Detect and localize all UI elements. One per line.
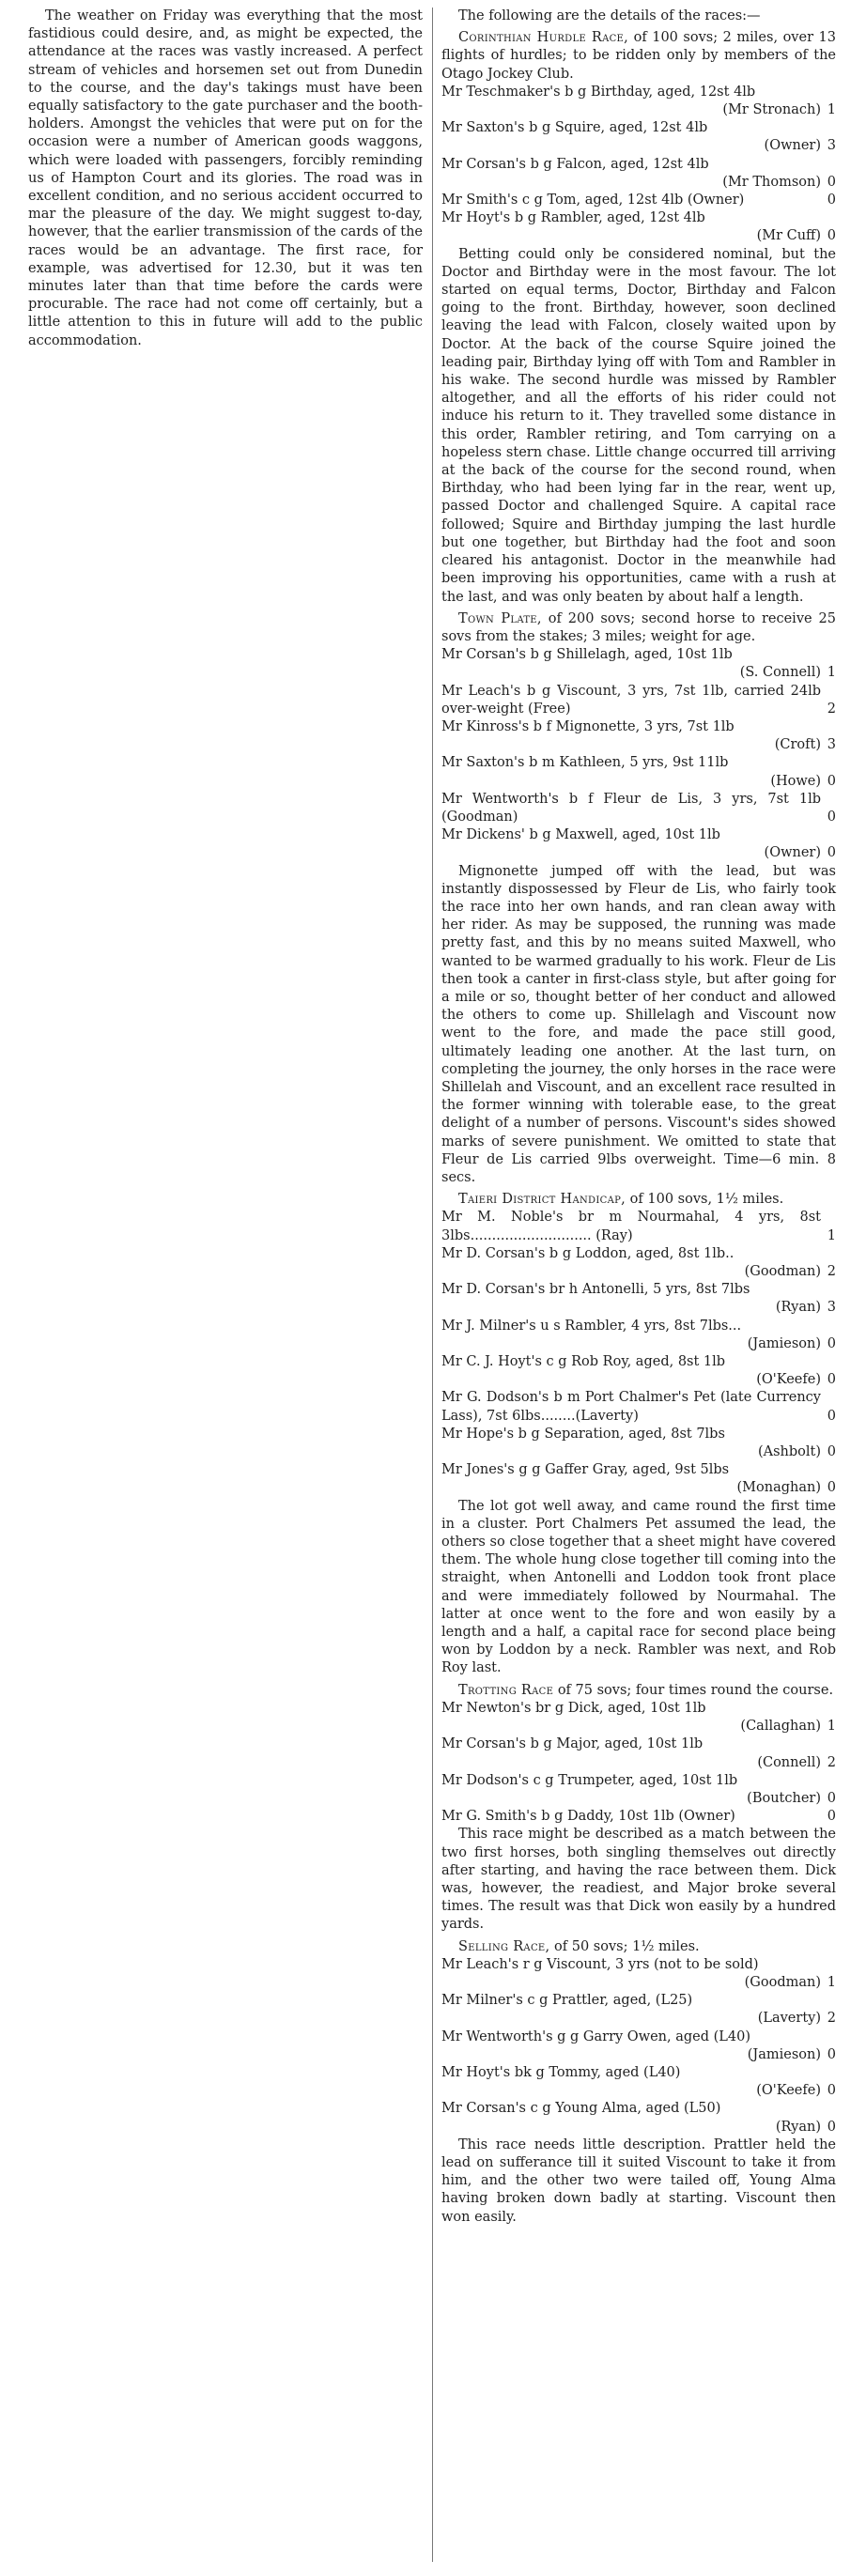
entry-rider: (Howe) <box>770 773 821 789</box>
race-name: Corinthian Hurdle Race, <box>458 30 629 46</box>
race-name: Selling Race, <box>458 1938 550 1954</box>
entry-place: 0 <box>827 1335 836 1351</box>
race-entry <box>441 791 836 826</box>
entry-horse: Mr Corsan's b g Shillelagh, aged, 10st 1lb <box>441 647 733 663</box>
entry-place: 0 <box>827 228 836 244</box>
entry-place: 3 <box>827 737 836 753</box>
entry-place: 0 <box>827 2083 836 2099</box>
entry-horse: Mr Hoyt's b g Rambler, aged, 12st 4lb <box>441 210 705 226</box>
race-entry <box>441 1772 836 1808</box>
entry-place: 0 <box>827 2119 836 2135</box>
race-entry <box>441 2100 836 2136</box>
entry-rider: (Laverty) <box>757 2011 821 2027</box>
race-entry <box>441 1426 836 1461</box>
race-heading <box>441 29 836 84</box>
race-entry <box>441 1281 836 1317</box>
entry-rider: (Owner) <box>764 138 821 154</box>
entry-place: 3 <box>827 138 836 154</box>
left-column <box>28 8 423 350</box>
entry-rider: (Callaghan) <box>740 1719 821 1735</box>
entry-place: 0 <box>827 174 836 190</box>
race-entry <box>441 2064 836 2100</box>
race-entry <box>441 1956 836 1992</box>
entry-horse: Mr Corsan's b g Major, aged, 10st 1lb <box>441 1736 704 1752</box>
entry-horse: Mr Hope's b g Separation, aged, 8st 7lbs <box>441 1426 725 1442</box>
entry-rider: (Mr Thomson) <box>722 174 821 190</box>
race-entry <box>441 192 836 209</box>
entry-rider: (Owner) <box>764 845 821 861</box>
entry-horse: Mr G. Dodson's b m Port Chalmer's Pet (late Currency Lass), 7st 6lbs........(Laverty) <box>441 1390 821 1424</box>
entry-rider: (Ryan) <box>775 1300 821 1316</box>
race-name: Taieri District Handicap, <box>458 1192 626 1208</box>
entry-horse: Mr D. Corsan's b g Loddon, aged, 8st 1lb.. <box>441 1245 735 1261</box>
race-heading <box>441 1191 836 1209</box>
entry-horse: Mr Dodson's c g Trumpeter, aged, 10st 1lb <box>441 1772 738 1788</box>
entry-horse: Mr Saxton's b m Kathleen, 5 yrs, 9st 11lb <box>441 755 729 771</box>
entry-rider: (O'Keefe) <box>756 1372 821 1388</box>
race-entry <box>441 683 836 718</box>
race-entry <box>441 1353 836 1389</box>
entry-place: 0 <box>827 1444 836 1460</box>
entry-rider: (O'Keefe) <box>756 2083 821 2099</box>
entry-rider: (S. Connell) <box>739 665 821 681</box>
entry-horse: Mr M. Noble's br m Nourmahal, 4 yrs, 8st 3lbs............................ (Ray) <box>441 1210 821 1243</box>
race-name: Town Plate, <box>458 610 542 626</box>
entry-horse: Mr Kinross's b f Mignonette, 3 yrs, 7st 1lb <box>441 718 735 734</box>
race-conditions: of 100 sovs, 1½ miles. <box>629 1192 784 1208</box>
entry-rider: (Ryan) <box>775 2119 821 2135</box>
entry-horse: Mr J. Milner's u s Rambler, 4 yrs, 8st 7lbs... <box>441 1318 742 1334</box>
race-entry <box>441 1318 836 1353</box>
race-section <box>441 1682 836 1935</box>
entry-place: 1 <box>827 102 836 118</box>
entry-rider: (Jamieson) <box>747 2046 821 2062</box>
entry-rider: (Goodman) <box>744 1264 821 1280</box>
entry-horse: Mr Corsan's b g Falcon, aged, 12st 4lb <box>441 156 709 172</box>
entry-horse: Mr Leach's b g Viscount, 3 yrs, 7st 1lb, carried 24lb over-weight (Free) <box>441 683 821 717</box>
entry-place: 0 <box>827 845 836 861</box>
intro-paragraph: The weather on Friday was everything that the most fastidious could desire, and, as might be expected, the attendance at the races was vastly increased. A perfect stream of vehicles and horsemen set out from Dunedin to the course, and the day's takings must have been equally satisfactory to the gate purchaser and the booth-holders. Amongst the vehicles that were put on for the occasion were a number of American goods waggons, which were loaded with passengers, forcibly reminding us of Hampton Court and its glories. The road was in excellent condition, and no serious accident occurred to mar the pleasure of the day. We might suggest to-day, however, that the earlier transmission of the cards of the races would be an advantage. The first race, for example, was advertised for 12.30, but it was ten minutes later than that time before the cards were procurable. The race had not come off certainly, but a little attention to this in future will add to the public accommodation. <box>28 8 423 348</box>
entry-rider: (Jamieson) <box>747 1335 821 1351</box>
race-conditions: of 75 sovs; four times round the course. <box>557 1682 834 1698</box>
entry-place: 2 <box>827 1264 836 1280</box>
entry-rider: (Croft) <box>774 737 821 753</box>
entry-place: 1 <box>827 1719 836 1735</box>
entry-place: 0 <box>827 1790 836 1806</box>
race-entry <box>441 718 836 754</box>
race-heading <box>441 1682 836 1700</box>
entry-horse: Mr C. J. Hoyt's c g Rob Roy, aged, 8st 1lb <box>441 1354 726 1370</box>
entry-rider: (Connell) <box>757 1754 821 1770</box>
race-heading <box>441 610 836 646</box>
entry-place: 0 <box>827 809 836 825</box>
entry-place: 2 <box>827 2011 836 2027</box>
entry-horse: Mr Jones's g g Gaffer Gray, aged, 9st 5lbs <box>441 1462 730 1478</box>
race-entry <box>441 84 836 119</box>
entry-horse: Mr D. Corsan's br h Antonelli, 5 yrs, 8st 7lbs <box>441 1282 750 1298</box>
entry-place: 0 <box>827 1480 836 1496</box>
entry-place: 2 <box>827 701 836 717</box>
race-entry <box>441 1245 836 1281</box>
entry-horse: Mr Teschmaker's b g Birthday, aged, 12st 4lb <box>441 84 756 100</box>
entry-place: 2 <box>827 1754 836 1770</box>
race-entry <box>441 1992 836 2028</box>
entry-horse: Mr Hoyt's bk g Tommy, aged (L40) <box>441 2064 681 2080</box>
race-report: This race needs little description. Prattler held the lead on sufferance till it suited Viscount to take it from him, and the other two were tailed off, Young Alma having broken down badly at starting. Viscount then won easily. <box>441 2136 836 2225</box>
race-entry <box>441 646 836 682</box>
race-entry <box>441 1461 836 1497</box>
entry-horse: Mr Dickens' b g Maxwell, aged, 10st 1lb <box>441 827 720 843</box>
race-entry <box>441 1389 836 1425</box>
race-entry <box>441 1209 836 1244</box>
entry-place: 0 <box>827 1408 836 1424</box>
race-heading <box>441 1938 836 1956</box>
entry-rider: (Boutcher) <box>747 1790 821 1806</box>
entry-horse: Mr Wentworth's b f Fleur de Lis, 3 yrs, 7st 1lb (Goodman) <box>441 791 821 825</box>
race-list <box>441 29 836 2227</box>
entry-horse: Mr G. Smith's b g Daddy, 10st 1lb (Owner) <box>441 1809 735 1825</box>
race-conditions: of 200 sovs; second horse to receive 25 sovs from the stakes; 3 miles; weight for age. <box>441 610 836 644</box>
entry-rider: (Mr Stronach) <box>722 102 821 118</box>
race-entry <box>441 156 836 192</box>
entry-place: 0 <box>827 1809 836 1825</box>
entry-rider: (Mr Cuff) <box>756 228 821 244</box>
entry-horse: Mr Milner's c g Prattler, aged, (L25) <box>441 1993 693 2009</box>
race-report: Mignonette jumped off with the lead, but was instantly dispossessed by Fleur de Lis, who fairly took the race into her own hands, and ran clean away with her rider. As may be supposed, the running was made pretty fast, and this by no means suited Maxwell, who wanted to be warmed gradually to his work. Fleur de Lis then took a canter in first-class style, but after going for a mile or so, thought better of her conduct and allowed the others to come up. Shillelagh and Viscount now went to the fore, and made the pace still good, ultimately leading one another. At the last turn, on completing the journey, the only horses in the race were Shillelah and Viscount, and an excellent race resulted in the former winning with tolerable ease, to the great delight of a number of persons. Viscount's sides showed marks of severe punishment. We omitted to state that Fleur de Lis carried 9lbs overweight. Time—6 min. 8 secs. <box>441 863 836 1185</box>
race-section <box>441 610 836 1188</box>
details-intro: The following are the details of the races:— <box>458 8 761 23</box>
race-section <box>441 1191 836 1677</box>
entry-horse: Mr Corsan's c g Young Alma, aged (L50) <box>441 2101 721 2117</box>
race-entry <box>441 1808 836 1826</box>
entry-place: 0 <box>827 193 836 208</box>
entry-horse: Mr Smith's c g Tom, aged, 12st 4lb (Owner) <box>441 193 745 208</box>
race-entry <box>441 754 836 790</box>
race-report: The lot got well away, and came round the first time in a cluster. Port Chalmers Pet assumed the lead, the others so close together that a sheet might have covered them. The whole hung close together till coming into the straight, when Antonelli and Loddon took front place and were immediately followed by Nourmahal. The latter at once went to the fore and won easily by a length and a half, a capital race for second place being won by Loddon by a neck. Rambler was next, and Rob Roy last. <box>441 1498 836 1676</box>
race-report: This race might be described as a match between the two first horses, both singling themselves out directly after starting, and having the race between them. Dick was, however, the readiest, and Major broke several times. The result was that Dick won easily by a hundred yards. <box>441 1827 836 1933</box>
race-entry <box>441 1735 836 1771</box>
column-rule <box>432 8 433 2562</box>
race-entry <box>441 1700 836 1735</box>
entry-rider: (Goodman) <box>744 1974 821 1990</box>
race-entry <box>441 209 836 245</box>
entry-place: 3 <box>827 1300 836 1316</box>
race-entry <box>441 119 836 155</box>
entry-rider: (Ashbolt) <box>757 1444 821 1460</box>
entry-place: 0 <box>827 1372 836 1388</box>
entry-place: 1 <box>827 665 836 681</box>
entry-place: 0 <box>827 773 836 789</box>
race-report: Betting could only be considered nominal, but the Doctor and Birthday were in the most favour. The lot started on equal terms, Doctor, Birthday and Falcon going to the front. Birthday, however, soon declined leaving the lead with Falcon, closely waited upon by Doctor. At the back of the course Squire joined the leading pair, Birthday lying off with Tom and Rambler in his wake. The second hurdle was missed by Rambler altogether, and all the efforts of his rider could not induce his return to it. They travelled some distance in this order, Rambler retiring, and Tom carrying on a hopeless stern chase. Little change occurred till arriving at the back of the course for the second round, when Birthday, who had been lying far in the rear, went up, passed Doctor and challenged Squire. A capital race followed; Squire and Birthday jumping the last hurdle but one together, but Birthday had the foot and soon cleared his antagonist. Doctor in the meanwhile had been improving his opportunities, came with a rush at the last, and was only beaten by about half a length. <box>441 246 836 605</box>
race-entry <box>441 2028 836 2064</box>
right-column <box>441 8 836 2227</box>
entry-horse: Mr Wentworth's g g Garry Owen, aged (L40) <box>441 2028 751 2044</box>
entry-place: 0 <box>827 2046 836 2062</box>
race-conditions: of 100 sovs; 2 miles, over 13 flights of hurdles; to be ridden only by members of the Otago Jockey Club. <box>441 30 836 82</box>
race-name: Trotting Race <box>458 1682 554 1698</box>
race-section <box>441 1938 836 2227</box>
entry-rider: (Monaghan) <box>736 1480 821 1496</box>
entry-place: 1 <box>827 1974 836 1990</box>
entry-horse: Mr Newton's br g Dick, aged, 10st 1lb <box>441 1700 706 1716</box>
entry-horse: Mr Saxton's b g Squire, aged, 12st 4lb <box>441 120 708 136</box>
race-conditions: of 50 sovs; 1½ miles. <box>554 1938 700 1954</box>
entry-horse: Mr Leach's r g Viscount, 3 yrs (not to be sold) <box>441 1956 759 1972</box>
entry-place: 1 <box>827 1227 836 1243</box>
race-entry <box>441 826 836 862</box>
race-section <box>441 29 836 607</box>
